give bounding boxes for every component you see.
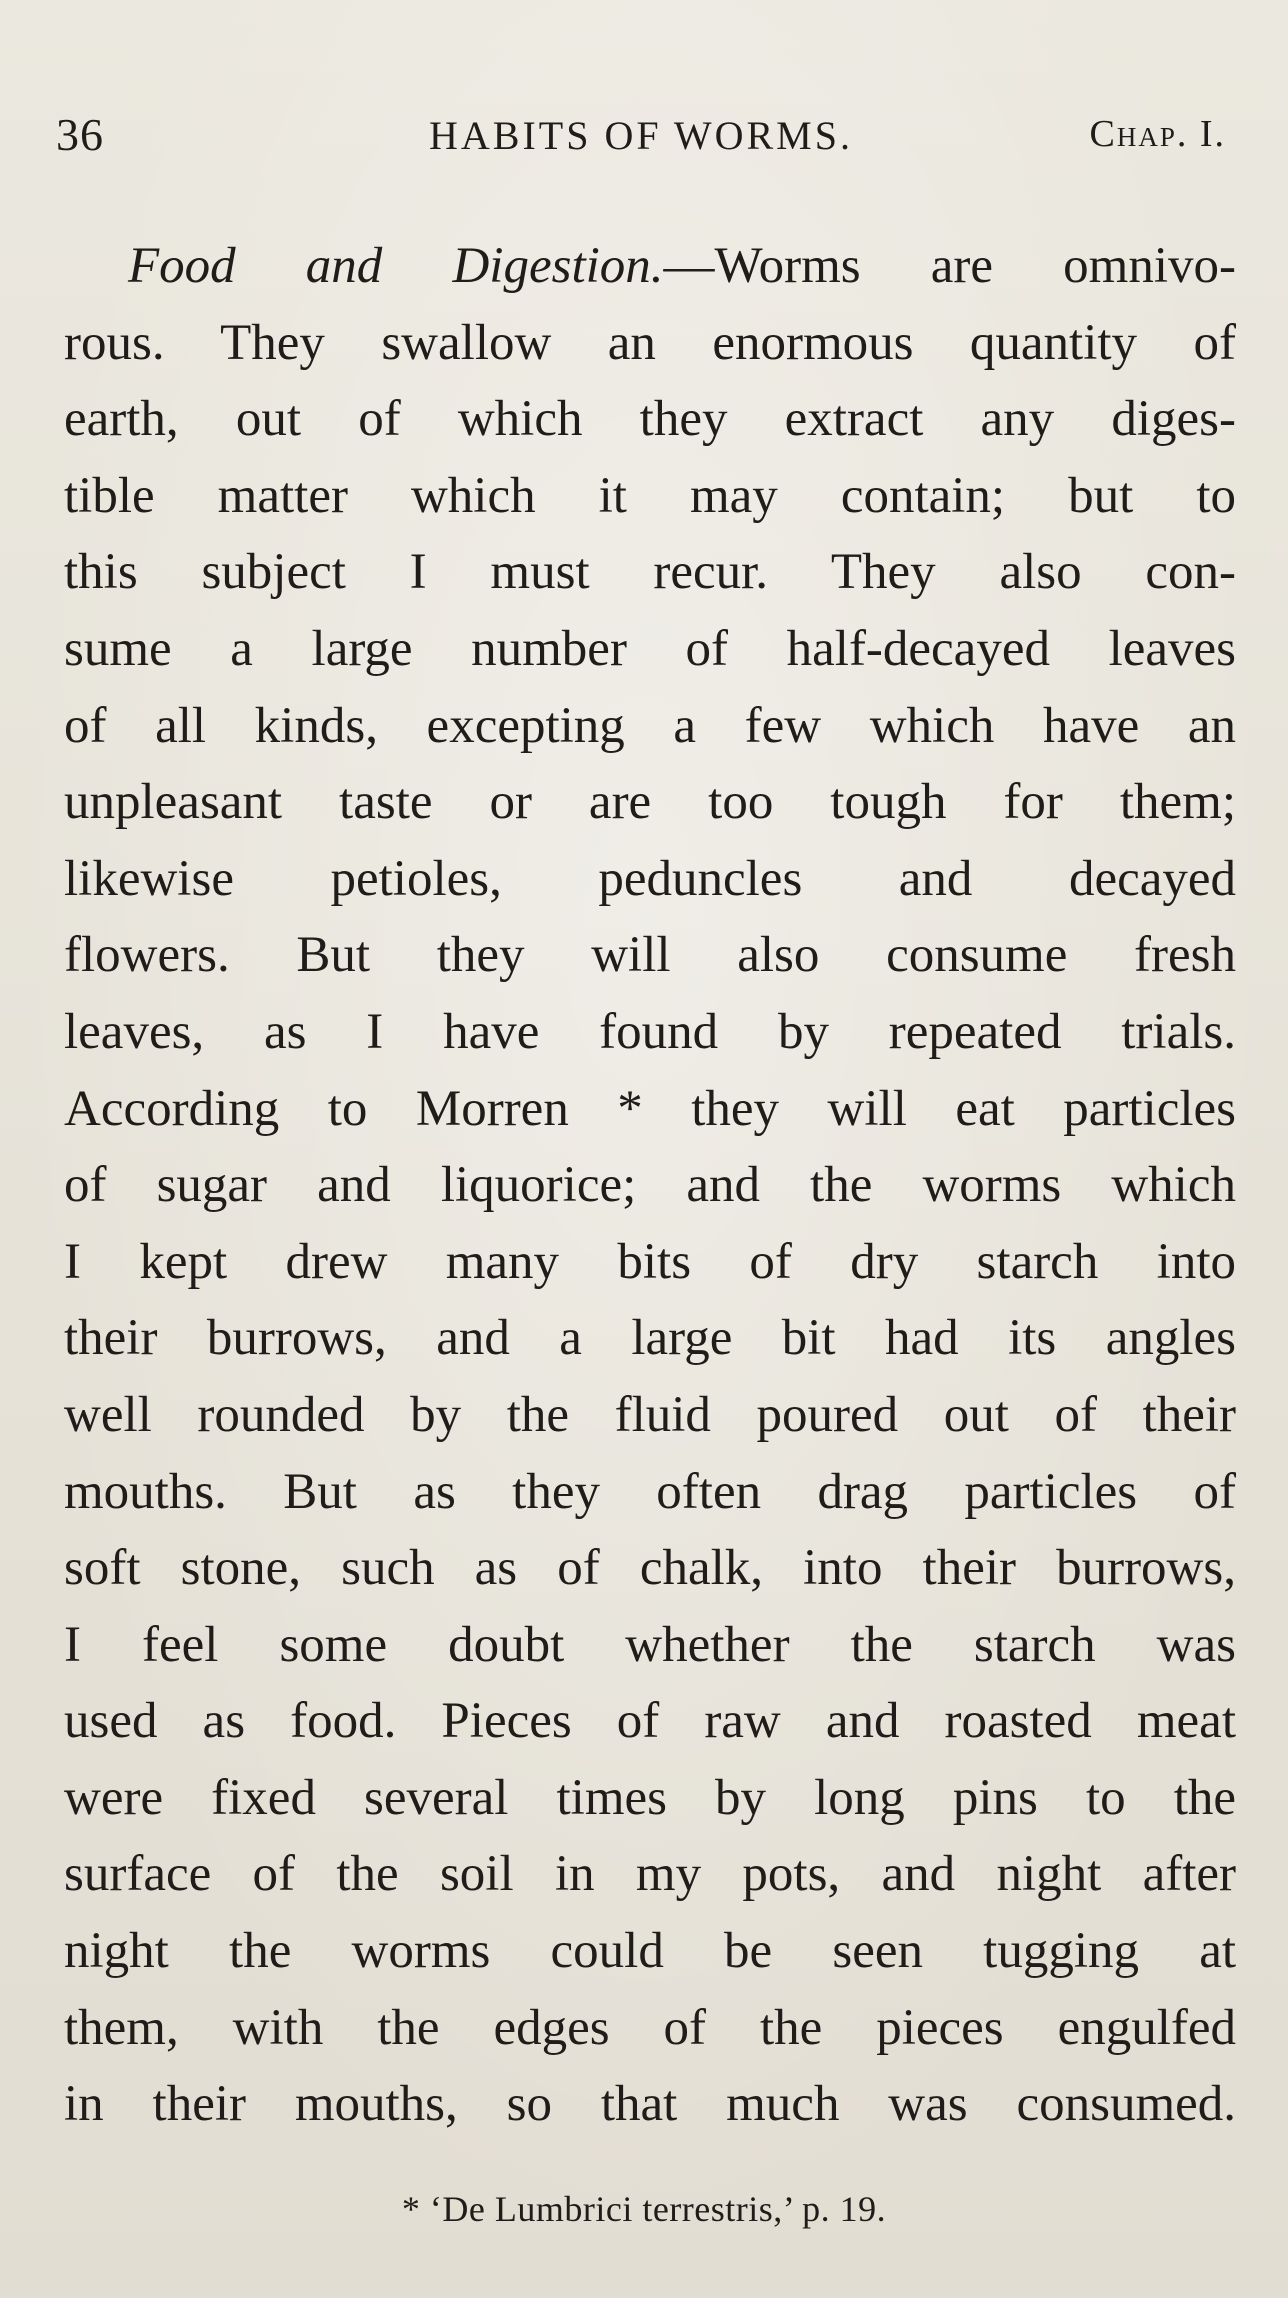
text-line: were fixed several times by long pins to the: [64, 1769, 1236, 1826]
book-title: HABITS OF WORMS.: [429, 113, 853, 158]
text-line: sume a large number of half-decayed leaves: [64, 620, 1236, 677]
text-line: of sugar and liquorice; and the worms which: [64, 1157, 1236, 1214]
text-line: I feel some doubt whether the starch was: [64, 1616, 1236, 1673]
text-line: unpleasant taste or are too tough for them;: [64, 774, 1236, 831]
text-line-content: —Worms are omnivo-: [663, 238, 1236, 294]
text-line: I kept drew many bits of dry starch into: [64, 1233, 1236, 1290]
page-number: 36: [56, 109, 104, 160]
text-line: well rounded by the fluid poured out of their: [64, 1386, 1236, 1443]
text-line: this subject I must recur. They also con-: [64, 544, 1236, 601]
text-line: mouths. But as they often drag particles of: [64, 1463, 1236, 1520]
text-line: rous. They swallow an enormous quantity of: [64, 314, 1236, 371]
text-line: tible matter which it may contain; but to: [64, 467, 1236, 524]
running-head: [56, 108, 1226, 178]
text-line: [64, 228, 1236, 305]
text-line: of all kinds, excepting a few which have an: [64, 697, 1236, 754]
text-line: them, with the edges of the pieces engulfed: [64, 1999, 1236, 2056]
text-line: surface of the soil in my pots, and night after: [64, 1846, 1236, 1903]
text-line: earth, out of which they extract any diges-: [64, 391, 1236, 448]
text-line: night the worms could be seen tugging at: [64, 1923, 1236, 1980]
text-line: soft stone, such as of chalk, into their burrows,: [64, 1540, 1236, 1597]
section-heading: Food and Digestion.: [128, 238, 664, 294]
chapter-label: Chap. I.: [1089, 113, 1226, 155]
text-line: flowers. But they will also consume fresh: [64, 927, 1236, 984]
text-line: their burrows, and a large bit had its angles: [64, 1310, 1236, 1367]
footnote: * ‘De Lumbrici terrestris,’ p. 19.: [401, 2189, 887, 2229]
text-line: in their mouths, so that much was consumed.: [64, 2076, 1236, 2133]
body-text: [64, 228, 1236, 2143]
text-line: likewise petioles, peduncles and decayed: [64, 850, 1236, 907]
text-line: leaves, as I have found by repeated trials.: [64, 1003, 1236, 1060]
text-line: used as food. Pieces of raw and roasted meat: [64, 1693, 1236, 1750]
text-line: According to Morren * they will eat particles: [64, 1080, 1236, 1137]
